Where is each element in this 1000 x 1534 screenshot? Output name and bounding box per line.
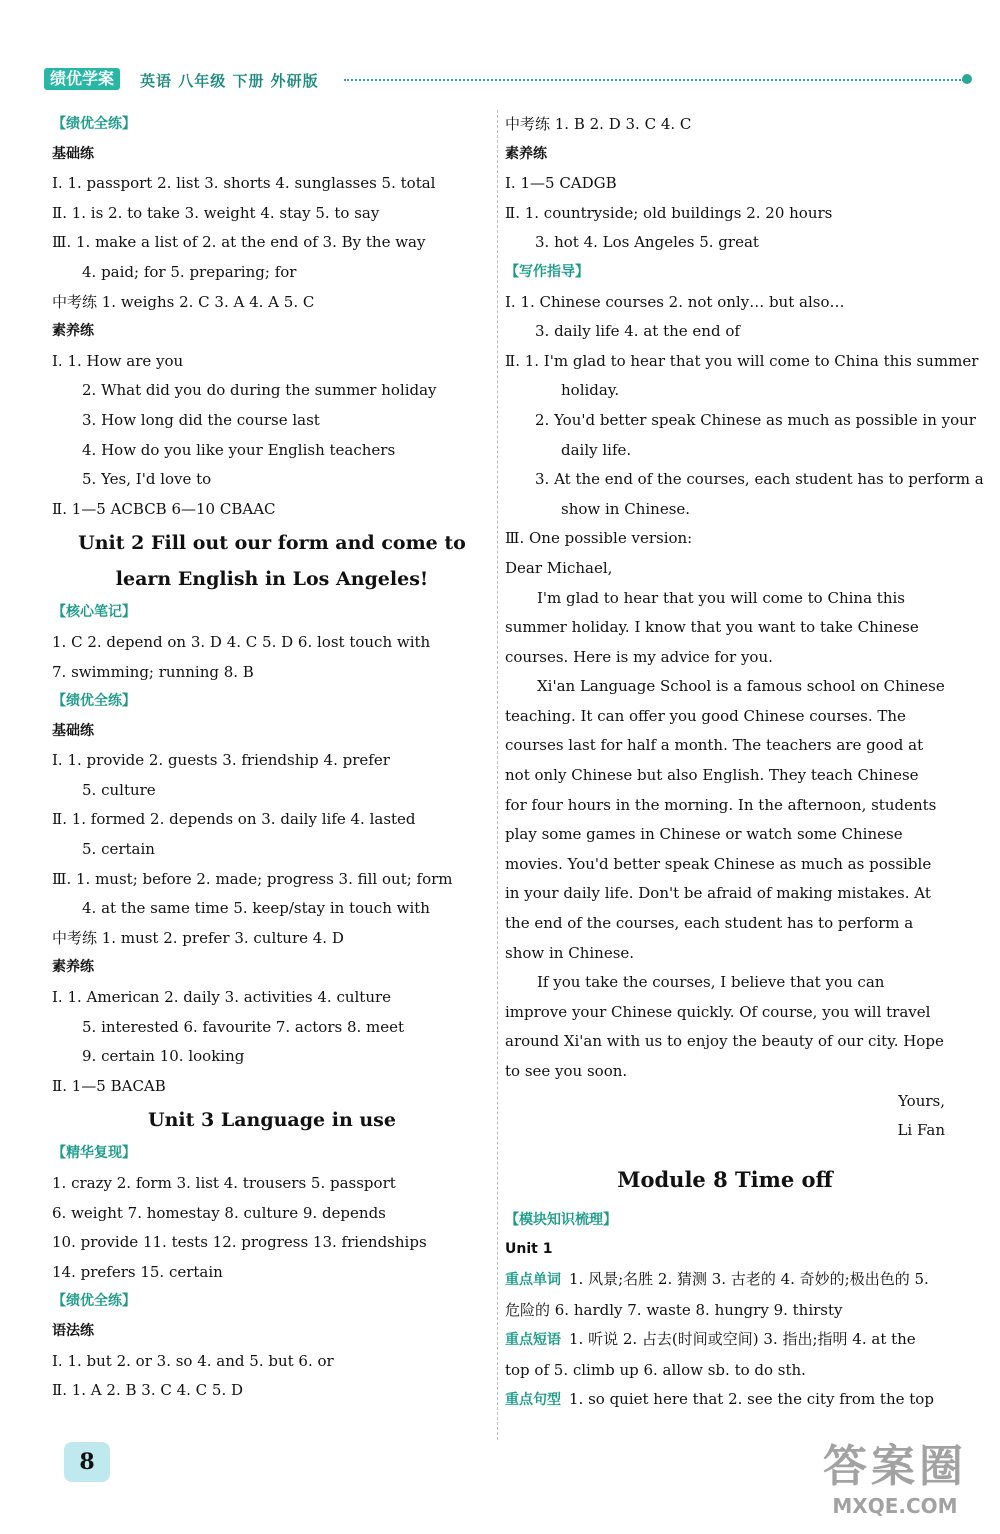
- key-point-text: 1. so quiet here that 2. see the city from the top: [569, 1390, 934, 1409]
- key-point-line: [505, 1265, 945, 1325]
- key-point-line: [505, 1385, 945, 1416]
- answer-line: Ⅱ. 1. A 2. B 3. C 4. C 5. D: [52, 1381, 244, 1400]
- answer-line: holiday.: [561, 381, 620, 400]
- key-point-label: 重点短语: [505, 1332, 561, 1349]
- answer-line: 4. at the same time 5. keep/stay in touch with: [82, 899, 430, 918]
- answer-line: Ⅰ. 1. provide 2. guests 3. friendship 4. prefer: [52, 751, 390, 770]
- answer-line: 2. What did you do during the summer holiday: [82, 381, 437, 400]
- answer-line: 5. culture: [82, 780, 156, 799]
- answer-line: 5. Yes, I'd love to: [82, 470, 212, 489]
- section-tag: 【绩优全练】: [52, 1293, 136, 1310]
- subsection-heading: Unit 1: [505, 1241, 553, 1258]
- section-tag: 【写作指导】: [505, 263, 589, 280]
- subsection-heading: 基础练: [52, 722, 94, 739]
- answer-line: 9. certain 10. looking: [82, 1047, 245, 1066]
- column-divider: [497, 110, 498, 1440]
- answer-line: 3. How long did the course last: [82, 410, 320, 429]
- answer-line: Ⅰ. 1. How are you: [52, 351, 184, 370]
- answer-line: 3. At the end of the courses, each student has to perform a: [535, 470, 984, 489]
- answer-line: 7. swimming; running 8. B: [52, 662, 254, 681]
- section-tag: 【绩优全练】: [52, 693, 136, 710]
- answer-line: Dear Michael,: [505, 558, 613, 577]
- essay-paragraph: Xi'an Language School is a famous school on Chinese teaching. It can offer you good Chinese courses. The courses last for half a month. The teachers are good at not only Chinese but also English. They teach Chinese for four hours in the morning. In the afternoon, students play some games in Chinese or watch some Chinese movies. You'd better speak Chinese as much as possible in your daily life. Don't be afraid of making mistakes. At the end of the courses, each student has to perform a show in Chinese.: [505, 677, 945, 962]
- answer-line: Ⅲ. One possible version:: [505, 529, 693, 548]
- key-point-line: [505, 1325, 945, 1385]
- unit-title: learn English in Los Angeles!: [115, 568, 429, 591]
- unit-title: Unit 3 Language in use: [148, 1109, 396, 1132]
- subsection-heading: 素养练: [52, 323, 94, 340]
- answer-line: 5. certain: [82, 840, 155, 859]
- letter-signoff: Li Fan: [897, 1121, 945, 1140]
- answer-line: show in Chinese.: [561, 499, 691, 518]
- answer-line: Ⅱ. 1. I'm glad to hear that you will come to China this summer: [505, 351, 979, 370]
- key-point-label: 重点单词: [505, 1271, 561, 1288]
- answer-line: Ⅱ. 1. formed 2. depends on 3. daily life 4. lasted: [52, 810, 416, 829]
- answer-line: 3. hot 4. Los Angeles 5. great: [535, 233, 759, 252]
- answer-line: 中考练 1. must 2. prefer 3. culture 4. D: [52, 928, 344, 947]
- left-column: [52, 110, 492, 1406]
- key-point-text: 1. 听说 2. 占去(时间或空间) 3. 指出;指明 4. at the top of 5. climb up 6. allow sb. to do sth.: [505, 1330, 916, 1379]
- answer-line: 10. provide 11. tests 12. progress 13. friendships: [52, 1233, 427, 1252]
- answer-line: Ⅲ. 1. must; before 2. made; progress 3. fill out; form: [52, 869, 453, 888]
- answer-line: 14. prefers 15. certain: [52, 1262, 223, 1281]
- section-tag: 【绩优全练】: [52, 116, 136, 132]
- subsection-heading: 素养练: [505, 145, 547, 162]
- answer-line: Ⅱ. 1. is 2. to take 3. weight 4. stay 5. to say: [52, 203, 380, 222]
- answer-line: Ⅰ. 1. American 2. daily 3. activities 4. culture: [52, 988, 392, 1007]
- section-tag: 【核心笔记】: [52, 604, 136, 621]
- answer-line: 5. interested 6. favourite 7. actors 8. meet: [82, 1017, 405, 1036]
- essay-paragraph: If you take the courses, I believe that you can improve your Chinese quickly. Of course, you will travel around Xi'an with us to enjoy the beauty of our city. Hope to see you soon.: [505, 973, 944, 1080]
- answer-line: 4. paid; for 5. preparing; for: [82, 262, 297, 281]
- key-point-text: 1. 风景;名胜 2. 猜测 3. 古老的 4. 奇妙的;极出色的 5. 危险的 6. hardly 7. waste 8. hungry 9. thirsty: [505, 1269, 929, 1319]
- answer-line: 4. How do you like your English teachers: [82, 440, 396, 459]
- key-point-label: 重点句型: [505, 1392, 561, 1409]
- module-title: Module 8 Time off: [617, 1166, 833, 1192]
- watermark-logo: 答案圈 MXQE.COM: [823, 1441, 967, 1518]
- answer-line: Ⅰ. 1. passport 2. list 3. shorts 4. sunglasses 5. total: [52, 174, 436, 193]
- subsection-heading: 基础练: [52, 145, 94, 162]
- answer-line: daily life.: [561, 440, 632, 459]
- answer-line: 6. weight 7. homestay 8. culture 9. depends: [52, 1203, 386, 1222]
- answer-line: Ⅱ. 1—5 BACAB: [52, 1076, 166, 1095]
- answer-line: 2. You'd better speak Chinese as much as possible in your: [535, 410, 976, 429]
- section-tag: 【模块知识梳理】: [505, 1211, 617, 1228]
- answer-line: 3. daily life 4. at the end of: [535, 322, 740, 341]
- header-dotted-rule: [344, 79, 964, 81]
- letter-signoff: Yours,: [898, 1091, 945, 1110]
- answer-line: Ⅱ. 1—5 ACBCB 6—10 CBAAC: [52, 499, 276, 518]
- answer-line: Ⅱ. 1. countryside; old buildings 2. 20 hours: [505, 203, 833, 222]
- answer-line: 中考练 1. B 2. D 3. C 4. C: [505, 115, 692, 133]
- essay-paragraph: I'm glad to hear that you will come to China this summer holiday. I know that you want to take Chinese courses. Here is my advice for you.: [505, 588, 919, 666]
- page-header: [44, 66, 944, 96]
- answer-line: Ⅰ. 1. but 2. or 3. so 4. and 5. but 6. or: [52, 1351, 334, 1370]
- section-tag: 【精华复现】: [52, 1145, 136, 1162]
- page-number: 8: [64, 1442, 110, 1482]
- unit-title: Unit 2 Fill out our form and come to: [78, 532, 466, 555]
- book-info: 英语 八年级 下册 外研版: [140, 72, 319, 90]
- subsection-heading: 语法练: [52, 1322, 94, 1339]
- answer-line: 中考练 1. weighs 2. C 3. A 4. A 5. C: [52, 292, 315, 311]
- answer-line: Ⅲ. 1. make a list of 2. at the end of 3. By the way: [52, 233, 426, 252]
- answer-line: Ⅰ. 1. Chinese courses 2. not only… but also…: [505, 292, 845, 311]
- right-column: [505, 110, 984, 1416]
- header-dot-icon: [962, 74, 972, 84]
- subsection-heading: 素养练: [52, 959, 94, 976]
- answer-line: 1. crazy 2. form 3. list 4. trousers 5. passport: [52, 1174, 396, 1192]
- answer-line: 1. C 2. depend on 3. D 4. C 5. D 6. lost touch with: [52, 632, 431, 651]
- answer-line: Ⅰ. 1—5 CADGB: [505, 174, 617, 193]
- brand-logo: 绩优学案: [44, 68, 120, 90]
